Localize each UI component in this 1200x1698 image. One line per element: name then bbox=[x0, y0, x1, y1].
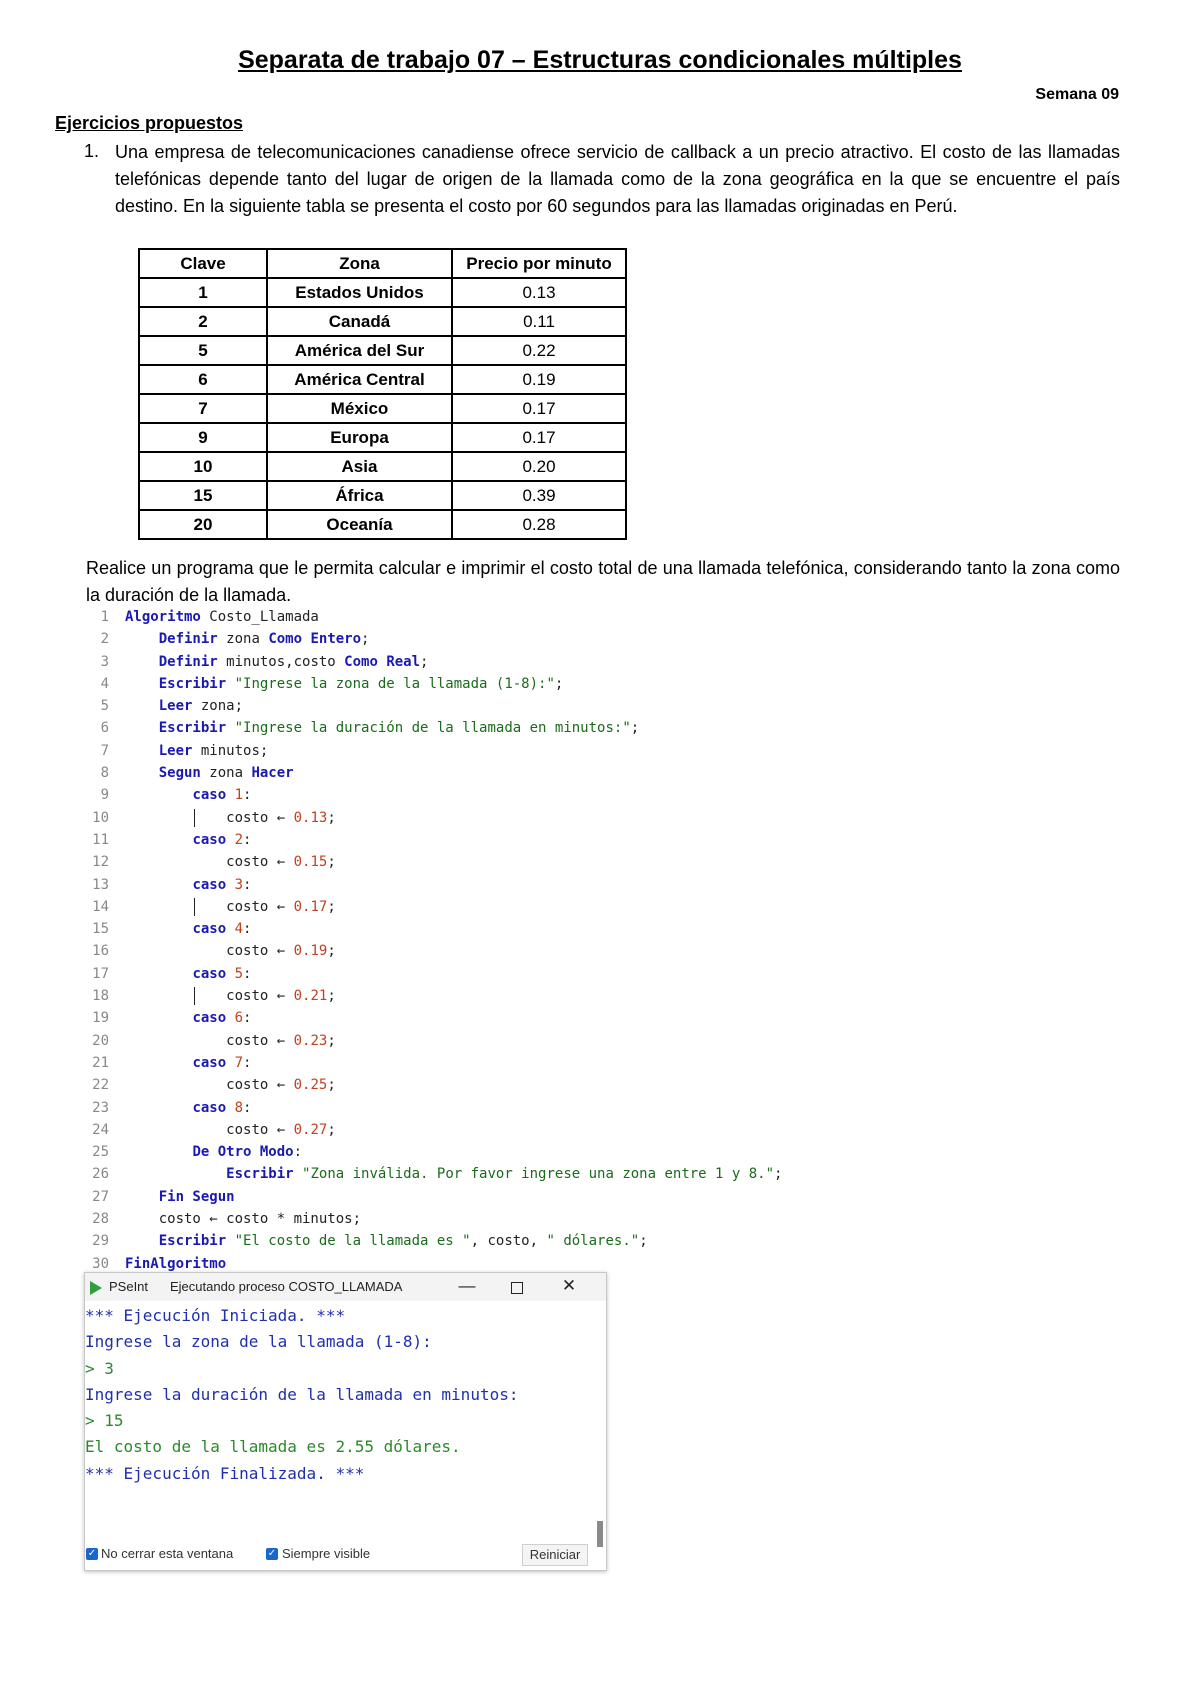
indent-guide bbox=[194, 987, 195, 1005]
line-number: 18 bbox=[92, 988, 109, 1005]
code-text: ; bbox=[327, 943, 336, 960]
cell-precio: 0.19 bbox=[452, 365, 626, 394]
code-keyword: Como Entero bbox=[268, 631, 362, 648]
table-row bbox=[139, 336, 626, 365]
line-number: 7 bbox=[100, 742, 109, 759]
code-line bbox=[90, 717, 990, 739]
code-text: costo ← bbox=[226, 943, 294, 960]
code-text bbox=[226, 720, 234, 736]
code-keyword: De Otro Modo bbox=[192, 1144, 294, 1161]
cell-precio: 0.28 bbox=[452, 510, 626, 539]
code-text: ; bbox=[554, 675, 564, 692]
code-line bbox=[90, 896, 990, 918]
code-number: 0.27 bbox=[293, 1121, 328, 1138]
code-text bbox=[226, 1010, 234, 1026]
code-text: Costo_Llamada bbox=[200, 609, 319, 625]
code-text: : bbox=[243, 876, 252, 893]
line-number: 20 bbox=[92, 1032, 109, 1049]
code-listing bbox=[90, 606, 990, 1275]
code-line bbox=[90, 1186, 990, 1208]
code-text: costo ← bbox=[226, 1121, 294, 1138]
minimize-button[interactable]: — bbox=[458, 1276, 476, 1295]
code-line bbox=[90, 1141, 990, 1163]
code-number: 0.17 bbox=[293, 898, 328, 915]
code-text: ; bbox=[639, 1233, 648, 1250]
code-line bbox=[90, 807, 990, 829]
cell-precio: 0.11 bbox=[452, 307, 626, 336]
code-string: " dólares." bbox=[546, 1233, 640, 1250]
window-title: Ejecutando proceso COSTO_LLAMADA bbox=[170, 1279, 403, 1294]
code-text bbox=[226, 832, 234, 848]
code-text: : bbox=[243, 965, 252, 982]
console-line: *** Ejecución Iniciada. *** bbox=[85, 1306, 346, 1325]
cell-clave: 2 bbox=[139, 307, 267, 336]
cell-zona: Oceanía bbox=[267, 510, 452, 539]
code-line bbox=[90, 851, 990, 873]
table-row bbox=[139, 510, 626, 539]
cell-zona: Canadá bbox=[267, 307, 452, 336]
code-line bbox=[90, 1074, 990, 1096]
line-number: 9 bbox=[100, 787, 109, 804]
week-label: Semana 09 bbox=[1035, 86, 1119, 103]
console-line: *** Ejecución Finalizada. *** bbox=[85, 1463, 365, 1483]
code-number: 0.15 bbox=[293, 854, 328, 871]
code-keyword: Definir bbox=[158, 631, 218, 648]
code-number: 5 bbox=[234, 965, 244, 982]
code-line bbox=[90, 673, 990, 695]
code-text bbox=[226, 1055, 234, 1071]
code-line bbox=[90, 1230, 990, 1252]
code-line bbox=[90, 1163, 990, 1185]
cell-clave: 7 bbox=[139, 394, 267, 423]
code-string: "El costo de la llamada es " bbox=[234, 1233, 471, 1250]
code-keyword: caso bbox=[192, 921, 227, 938]
code-text: ; bbox=[630, 720, 640, 737]
code-text bbox=[226, 921, 234, 937]
page-title: Separata de trabajo 07 – Estructuras condicionales múltiples bbox=[238, 46, 962, 74]
cell-clave: 6 bbox=[139, 365, 267, 394]
code-text: costo ← bbox=[226, 809, 294, 826]
code-keyword: Escribir bbox=[158, 1233, 227, 1250]
always-visible-label: Siempre visible bbox=[282, 1546, 371, 1561]
console-line: > 15 bbox=[85, 1411, 124, 1431]
code-line bbox=[90, 963, 990, 985]
cell-zona: América Central bbox=[267, 365, 452, 394]
code-keyword: caso bbox=[192, 1010, 227, 1027]
code-keyword: caso bbox=[192, 965, 227, 982]
line-number: 16 bbox=[92, 943, 109, 960]
code-number: 0.19 bbox=[293, 943, 328, 960]
code-line bbox=[90, 606, 990, 628]
code-text: ; bbox=[774, 1166, 783, 1183]
cell-precio: 0.39 bbox=[452, 481, 626, 510]
line-number: 11 bbox=[92, 831, 109, 848]
line-number: 23 bbox=[92, 1099, 109, 1116]
code-text: ; bbox=[327, 1032, 336, 1049]
code-number: 0.13 bbox=[293, 809, 328, 826]
line-number: 6 bbox=[100, 720, 109, 737]
cell-clave: 1 bbox=[139, 278, 267, 307]
code-text bbox=[226, 787, 234, 803]
cell-precio: 0.17 bbox=[452, 423, 626, 452]
console-output bbox=[85, 1303, 595, 1528]
line-number: 8 bbox=[100, 765, 109, 782]
line-number: 1 bbox=[100, 609, 109, 625]
code-text: costo ← bbox=[226, 898, 294, 915]
section-heading: Ejercicios propuestos bbox=[55, 113, 244, 133]
table-row bbox=[139, 481, 626, 510]
cell-precio: 0.13 bbox=[452, 278, 626, 307]
code-line bbox=[90, 918, 990, 940]
code-line bbox=[90, 628, 990, 650]
code-text: : bbox=[243, 831, 252, 848]
table-row bbox=[139, 307, 626, 336]
cell-precio: 0.17 bbox=[452, 394, 626, 423]
code-text: : bbox=[243, 1054, 252, 1071]
code-line bbox=[90, 1052, 990, 1074]
close-button[interactable]: ✕ bbox=[561, 1276, 577, 1295]
line-number: 29 bbox=[92, 1233, 109, 1250]
code-number: 0.21 bbox=[293, 988, 328, 1005]
code-line bbox=[90, 762, 990, 784]
keep-open-label: No cerrar esta ventana bbox=[101, 1546, 234, 1561]
code-text: ; bbox=[327, 898, 336, 915]
table-row bbox=[139, 365, 626, 394]
line-number: 28 bbox=[92, 1211, 109, 1228]
code-keyword: Escribir bbox=[158, 675, 227, 692]
code-line bbox=[90, 940, 990, 962]
table-row bbox=[139, 278, 626, 307]
code-string: "Ingrese la duración de la llamada en minutos:" bbox=[234, 720, 631, 737]
code-keyword: Leer bbox=[158, 698, 193, 715]
code-text: ; bbox=[327, 854, 336, 871]
console-window bbox=[84, 1272, 607, 1571]
code-text: : bbox=[243, 787, 252, 804]
code-line bbox=[90, 985, 990, 1007]
code-text: : bbox=[243, 921, 252, 938]
line-number: 27 bbox=[92, 1188, 109, 1205]
maximize-icon bbox=[511, 1282, 523, 1294]
code-number: 2 bbox=[234, 831, 244, 848]
line-number: 26 bbox=[92, 1166, 109, 1183]
line-number: 30 bbox=[92, 1255, 109, 1272]
console-line: > 3 bbox=[85, 1358, 114, 1378]
code-line bbox=[90, 1030, 990, 1052]
code-text: minutos; bbox=[192, 742, 269, 759]
code-text bbox=[226, 877, 234, 893]
code-keyword: caso bbox=[192, 787, 227, 804]
line-number: 25 bbox=[92, 1144, 109, 1161]
app-name: PSeInt bbox=[109, 1279, 149, 1294]
code-number: 6 bbox=[234, 1010, 244, 1027]
exercise-number: 1. bbox=[84, 141, 100, 161]
code-text: , costo, bbox=[470, 1233, 547, 1250]
code-number: 3 bbox=[234, 876, 244, 893]
code-text: costo ← bbox=[226, 1032, 294, 1049]
code-text: zona bbox=[200, 765, 252, 782]
cell-clave: 15 bbox=[139, 481, 267, 510]
cell-zona: Estados Unidos bbox=[267, 278, 452, 307]
console-footer bbox=[85, 1540, 606, 1570]
cell-clave: 10 bbox=[139, 452, 267, 481]
code-text bbox=[226, 676, 234, 692]
code-keyword: Definir bbox=[158, 653, 218, 670]
code-line bbox=[90, 740, 990, 762]
code-string: "Zona inválida. Por favor ingrese una zona entre 1 y 8." bbox=[302, 1166, 775, 1183]
cell-zona: América del Sur bbox=[267, 336, 452, 365]
code-line bbox=[90, 1097, 990, 1119]
line-number: 3 bbox=[100, 653, 109, 670]
code-keyword: Escribir bbox=[226, 1166, 294, 1183]
line-number: 22 bbox=[92, 1077, 109, 1094]
code-text bbox=[226, 966, 234, 982]
code-line bbox=[90, 874, 990, 896]
always-visible-checkbox[interactable]: ✓ bbox=[267, 1548, 277, 1559]
code-text: ; bbox=[327, 988, 336, 1005]
code-text: costo ← costo * minutos; bbox=[158, 1211, 362, 1228]
code-number: 0.25 bbox=[293, 1077, 328, 1094]
indent-guide bbox=[194, 809, 195, 827]
code-text: zona; bbox=[192, 698, 244, 715]
code-keyword: Escribir bbox=[158, 720, 227, 737]
code-keyword: Como Real bbox=[344, 653, 421, 670]
header-precio: Precio por minuto bbox=[452, 249, 626, 278]
code-string: "Ingrese la zona de la llamada (1-8):" bbox=[234, 675, 555, 692]
header-clave: Clave bbox=[139, 249, 267, 278]
code-number: 1 bbox=[234, 787, 244, 804]
cell-zona: Europa bbox=[267, 423, 452, 452]
code-keyword: Hacer bbox=[251, 765, 294, 782]
code-line bbox=[90, 784, 990, 806]
code-text: ; bbox=[327, 1121, 336, 1138]
reset-button[interactable]: Reiniciar bbox=[522, 1544, 588, 1566]
code-keyword: caso bbox=[192, 1099, 227, 1116]
code-keyword: Fin Segun bbox=[158, 1188, 235, 1205]
line-number: 4 bbox=[100, 675, 109, 692]
code-text: ; bbox=[327, 809, 336, 826]
code-number: 7 bbox=[234, 1054, 244, 1071]
cell-clave: 9 bbox=[139, 423, 267, 452]
code-text: costo ← bbox=[226, 854, 294, 871]
line-number: 13 bbox=[92, 876, 109, 893]
code-text: costo ← bbox=[226, 1077, 294, 1094]
code-line bbox=[90, 651, 990, 673]
code-text: ; bbox=[327, 1077, 336, 1094]
code-number: 0.23 bbox=[293, 1032, 328, 1049]
code-text bbox=[294, 1166, 302, 1182]
code-text: zona bbox=[217, 631, 269, 648]
code-text: ; bbox=[420, 653, 429, 670]
code-keyword: Segun bbox=[158, 765, 201, 782]
code-text: : bbox=[243, 1099, 252, 1116]
code-number: 8 bbox=[234, 1099, 244, 1116]
code-line bbox=[90, 1007, 990, 1029]
line-number: 17 bbox=[92, 965, 109, 982]
console-line: Ingrese la zona de la llamada (1-8): bbox=[85, 1332, 432, 1352]
code-text bbox=[226, 1100, 234, 1116]
cell-zona: Asia bbox=[267, 452, 452, 481]
code-keyword: caso bbox=[192, 1054, 227, 1071]
cell-zona: México bbox=[267, 394, 452, 423]
console-line: El costo de la llamada es 2.55 dólares. bbox=[85, 1437, 461, 1457]
code-number: 4 bbox=[234, 921, 244, 938]
cell-clave: 20 bbox=[139, 510, 267, 539]
cell-clave: 5 bbox=[139, 336, 267, 365]
line-number: 10 bbox=[92, 809, 109, 826]
line-number: 19 bbox=[92, 1010, 109, 1027]
table-header-row bbox=[139, 249, 626, 278]
task-text: Realice un programa que le permita calcular e imprimir el costo total de una llamada telefónica, considerando tanto la zona como la duración de la llamada. bbox=[86, 558, 1120, 605]
console-titlebar[interactable] bbox=[85, 1273, 606, 1301]
code-keyword: Algoritmo bbox=[125, 609, 201, 625]
code-line bbox=[90, 1119, 990, 1141]
table-row bbox=[139, 394, 626, 423]
table-row bbox=[139, 452, 626, 481]
code-keyword: Leer bbox=[158, 742, 193, 759]
play-icon bbox=[90, 1281, 102, 1295]
code-keyword: caso bbox=[192, 876, 227, 893]
line-number: 14 bbox=[92, 898, 109, 915]
console-line: Ingrese la duración de la llamada en minutos: bbox=[85, 1384, 519, 1404]
code-text: : bbox=[243, 1010, 252, 1027]
code-text: costo ← bbox=[226, 988, 294, 1005]
code-text: minutos,costo bbox=[217, 653, 345, 670]
cell-precio: 0.20 bbox=[452, 452, 626, 481]
maximize-button[interactable] bbox=[505, 1276, 529, 1299]
code-keyword: caso bbox=[192, 831, 227, 848]
code-line bbox=[90, 829, 990, 851]
code-text bbox=[226, 1233, 234, 1249]
cell-precio: 0.22 bbox=[452, 336, 626, 365]
header-zona: Zona bbox=[267, 249, 452, 278]
line-number: 15 bbox=[92, 921, 109, 938]
line-number: 5 bbox=[100, 698, 109, 715]
code-keyword: FinAlgoritmo bbox=[125, 1255, 227, 1272]
table-row bbox=[139, 423, 626, 452]
code-line bbox=[90, 695, 990, 717]
indent-guide bbox=[194, 898, 195, 916]
line-number: 24 bbox=[92, 1121, 109, 1138]
cell-zona: África bbox=[267, 481, 452, 510]
line-number: 2 bbox=[100, 631, 109, 648]
code-text: : bbox=[293, 1144, 303, 1161]
keep-open-checkbox[interactable]: ✓ bbox=[87, 1548, 97, 1559]
exercise-text: Una empresa de telecomunicaciones canadiense ofrece servicio de callback a un precio atractivo. El costo de las llamadas telefónicas depende tanto del lugar de origen de la llamada como de la zona geográfica en la que se encuentre el país destino. En la siguiente tabla se presenta el costo por 60 segundos para las llamadas originadas en Perú. bbox=[115, 142, 1120, 216]
code-line bbox=[90, 1208, 990, 1230]
line-number: 12 bbox=[92, 854, 109, 871]
line-number: 21 bbox=[92, 1054, 109, 1071]
code-text: ; bbox=[361, 631, 370, 648]
price-table bbox=[138, 248, 627, 540]
